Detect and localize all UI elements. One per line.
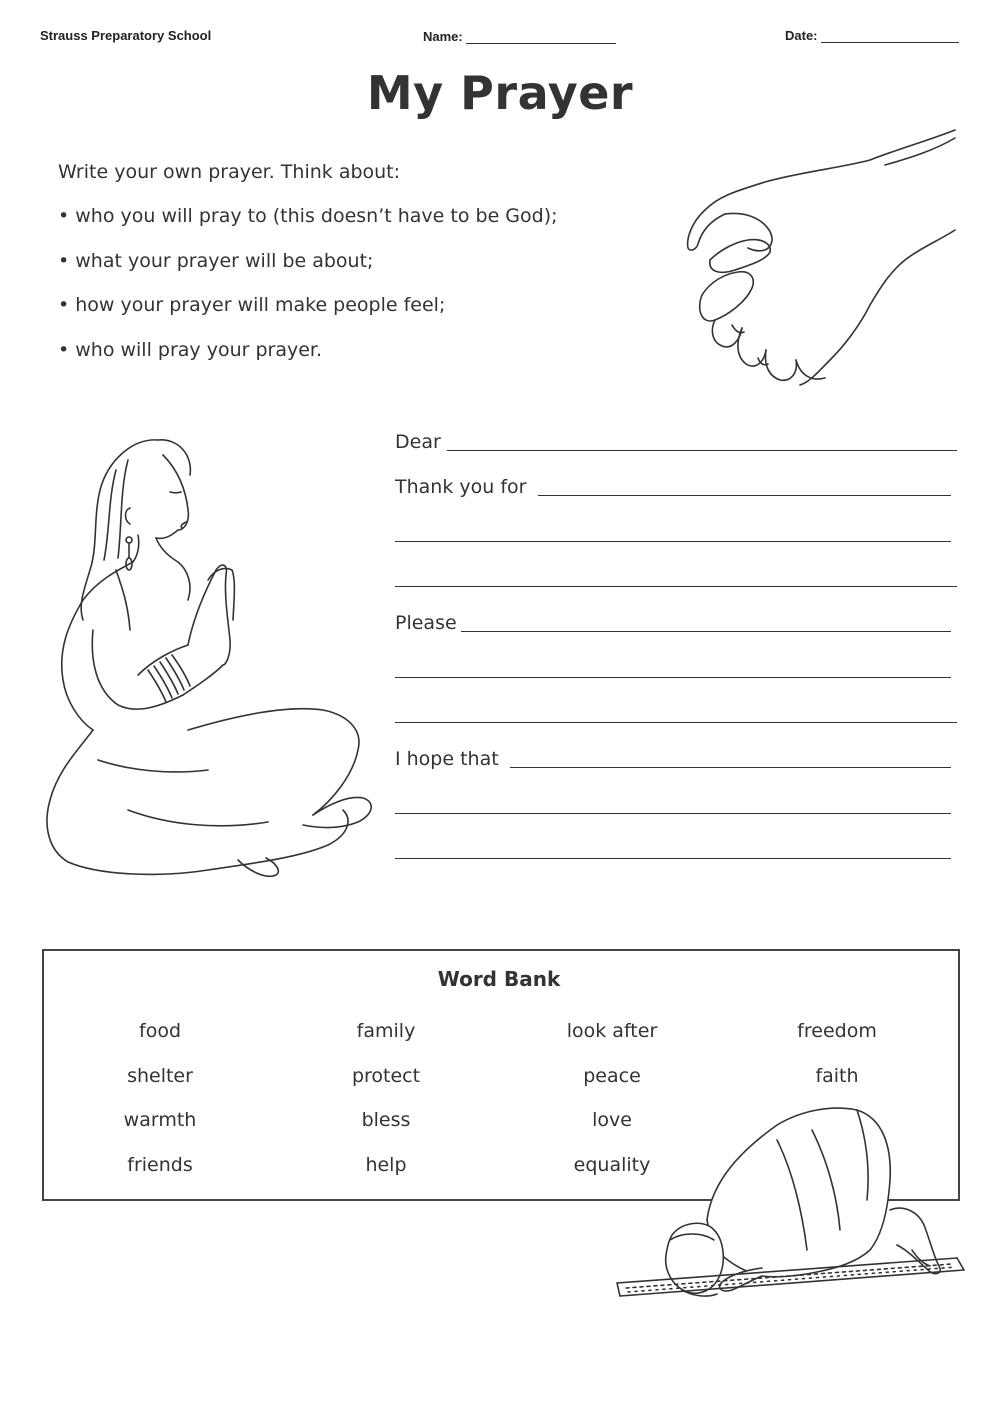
word-bank-item: shelter bbox=[127, 1065, 193, 1087]
word-bank-item: love bbox=[592, 1109, 632, 1131]
please-line[interactable] bbox=[461, 631, 951, 632]
date-label: Date: bbox=[785, 28, 818, 43]
word-bank-item: freedom bbox=[797, 1020, 877, 1042]
school-name: Strauss Preparatory School bbox=[40, 28, 212, 43]
word-bank-item: help bbox=[365, 1154, 407, 1176]
name-field[interactable] bbox=[423, 29, 616, 44]
word-bank-item: peace bbox=[583, 1065, 641, 1087]
word-bank-title: Word Bank bbox=[437, 967, 561, 991]
word-bank-item: family bbox=[356, 1020, 416, 1042]
instruction-bullet: • what your prayer will be about; bbox=[58, 250, 374, 272]
please-label: Please bbox=[395, 612, 457, 634]
instruction-bullet: • who will pray your prayer. bbox=[58, 339, 323, 361]
instruction-bullet: • who you will pray to (this doesn’t have to be God); bbox=[58, 205, 558, 227]
writing-line[interactable] bbox=[395, 541, 951, 542]
writing-line[interactable] bbox=[395, 586, 957, 587]
writing-line[interactable] bbox=[395, 722, 957, 723]
word-bank-item: faith bbox=[815, 1065, 859, 1087]
praying-woman-icon bbox=[38, 430, 378, 890]
writing-line[interactable] bbox=[395, 677, 951, 678]
word-bank-item: warmth bbox=[123, 1109, 197, 1131]
date-field[interactable] bbox=[785, 28, 959, 43]
praying-hands-icon bbox=[680, 120, 960, 390]
hope-label: I hope that bbox=[395, 748, 499, 770]
prostrating-man-icon bbox=[612, 1100, 972, 1305]
dear-label: Dear bbox=[395, 431, 441, 453]
date-line[interactable] bbox=[821, 30, 959, 43]
instructions-intro: Write your own prayer. Think about: bbox=[58, 161, 401, 183]
word-bank-item: bless bbox=[361, 1109, 411, 1131]
writing-line[interactable] bbox=[395, 813, 951, 814]
word-bank-item: friends bbox=[127, 1154, 193, 1176]
thank-you-line[interactable] bbox=[538, 495, 951, 496]
word-bank-item: equality bbox=[573, 1154, 651, 1176]
word-bank-item: food bbox=[139, 1020, 181, 1042]
writing-line[interactable] bbox=[395, 858, 951, 859]
word-bank-item: protect bbox=[351, 1065, 421, 1087]
dear-line[interactable] bbox=[447, 450, 957, 451]
name-line[interactable] bbox=[466, 31, 616, 44]
thank-you-label: Thank you for bbox=[395, 476, 527, 498]
hope-line[interactable] bbox=[510, 767, 951, 768]
instruction-bullet: • how your prayer will make people feel; bbox=[58, 294, 446, 316]
word-bank-item: look after bbox=[566, 1020, 658, 1042]
name-label: Name: bbox=[423, 29, 463, 44]
page-title: My Prayer bbox=[366, 66, 634, 120]
